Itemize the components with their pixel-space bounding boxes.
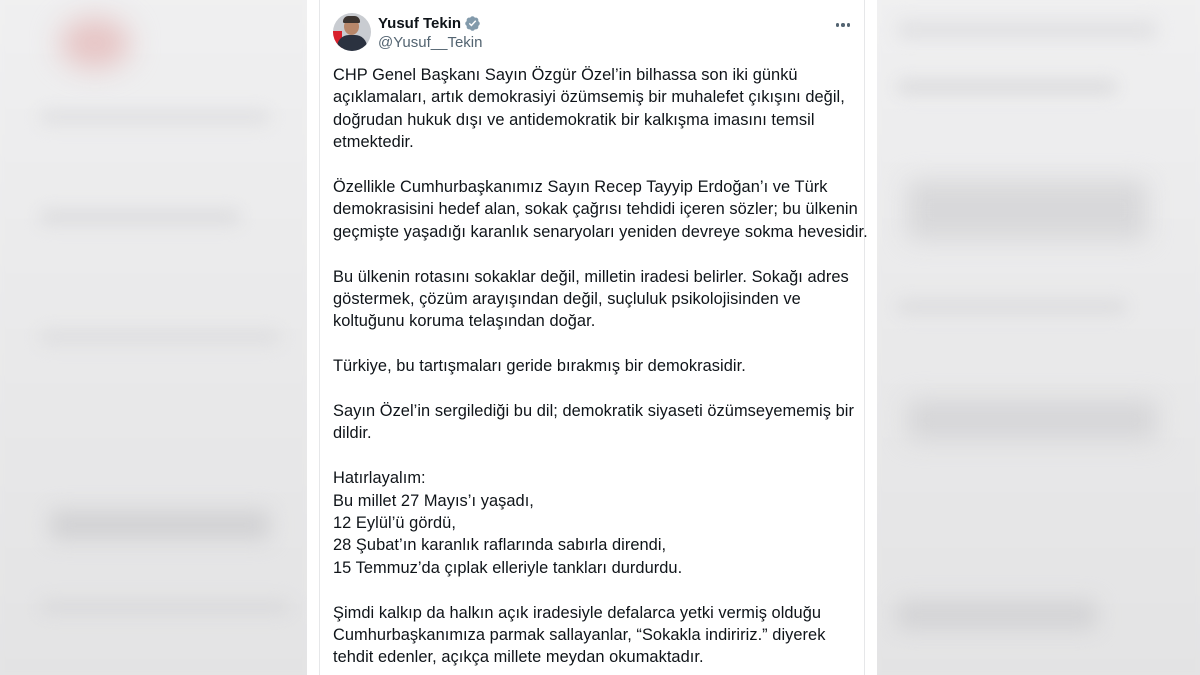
- tweet-text-line: göstermek, çözüm arayışından değil, suçluluk psikolojisinden ve: [333, 290, 801, 309]
- tweet-text-line: doğrudan hukuk dışı ve antidemokratik bir kalkışma imasını temsil: [333, 110, 815, 129]
- tweet-text-line: dildir.: [333, 424, 372, 443]
- tweet-text-line: Bu millet 27 Mayıs’ı yaşadı,: [333, 491, 534, 510]
- tweet-paragraph: [333, 266, 865, 333]
- tweet-text-line: koltuğunu koruma telaşından doğar.: [333, 312, 596, 331]
- blurred-background-left: [0, 0, 307, 675]
- author-name-row: [378, 14, 482, 33]
- tweet-paragraph: [333, 400, 865, 445]
- author-handle[interactable]: @Yusuf__Tekin: [378, 34, 483, 51]
- tweet-text-line: Cumhurbaşkanımıza parmak sallayanlar, “Sokakla indiririz.” diyerek: [333, 626, 826, 645]
- tweet-text-line: Türkiye, bu tartışmaları geride bırakmış bir demokrasidir.: [333, 357, 746, 376]
- tweet-header: [333, 13, 865, 53]
- tweet-text-line: tehdit edenler, açıkça millete meydan okumaktadır.: [333, 648, 704, 667]
- tweet-text-line: 15 Temmuz’da çıplak elleriyle tankları durdurdu.: [333, 558, 683, 577]
- tweet-paragraph: [333, 64, 865, 154]
- tweet-card: [307, 0, 877, 675]
- tweet-text: [333, 64, 868, 675]
- tweet-text-line: geçmişte yaşadığı karanlık senaryoları yeniden devreye sokma hevesidir.: [333, 222, 868, 241]
- tweet-text-line: demokrasisini hedef alan, sokak çağrısı tehdidi içeren sözler; bu ülkenin: [333, 200, 858, 219]
- author-avatar[interactable]: [333, 13, 371, 51]
- tweet-text-line: Sayın Özel’in sergilediği bu dil; demokratik siyaseti özümseyememiş bir: [333, 402, 854, 421]
- verified-badge-icon: [464, 15, 481, 32]
- tweet-paragraph: [333, 602, 865, 669]
- tweet-paragraph: [333, 355, 865, 377]
- author-info: [378, 14, 482, 53]
- tweet-text-line: etmektedir.: [333, 133, 414, 152]
- tweet-text-line: 28 Şubat’ın karanlık raflarında sabırla direndi,: [333, 536, 667, 555]
- tweet-text-line: açıklamaları, artık demokrasiyi özümsemiş bir muhalefet çıkışını değil,: [333, 88, 845, 107]
- tweet-text-line: Şimdi kalkıp da halkın açık iradesiyle defalarca yetki vermiş olduğu: [333, 603, 822, 622]
- blurred-background-right: [877, 0, 1200, 675]
- tweet-text-line: Özellikle Cumhurbaşkanımız Sayın Recep Tayyip Erdoğan’ı ve Türk: [333, 178, 828, 197]
- tweet-text-line: 12 Eylül’ü gördü,: [333, 514, 456, 533]
- tweet-paragraph: [333, 176, 868, 243]
- tweet-text-line: Bu ülkenin rotasını sokaklar değil, milletin iradesi belirler. Sokağı adres: [333, 267, 849, 286]
- tweet-text-line: Hatırlayalım:: [333, 469, 426, 488]
- more-options-icon[interactable]: [833, 15, 853, 35]
- author-display-name[interactable]: Yusuf Tekin: [378, 15, 462, 32]
- tweet-paragraph: [333, 467, 865, 579]
- tweet-text-line: CHP Genel Başkanı Sayın Özgür Özel’in bilhassa son iki günkü: [333, 66, 798, 84]
